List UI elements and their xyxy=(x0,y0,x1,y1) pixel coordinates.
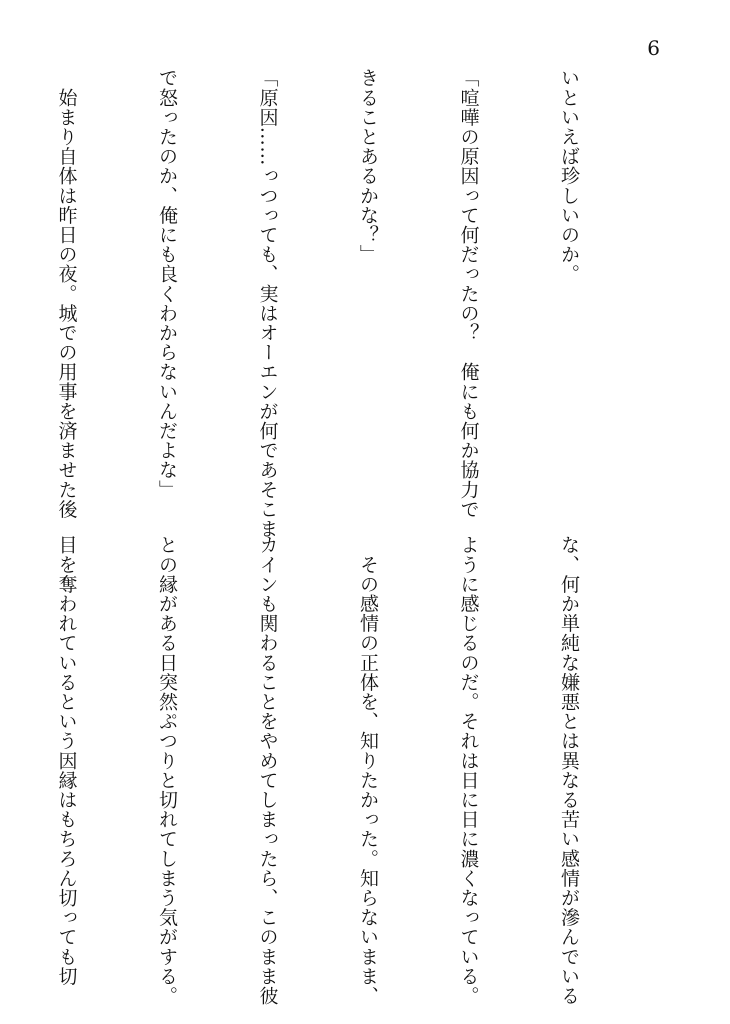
text-line: 始まり自体は昨日の夜。城での用事を済ませた後 xyxy=(55,68,78,519)
text-line: いといえば珍しいのか。 xyxy=(558,68,580,284)
text-line: との縁がある日突然ぷつりと切れてしまう気がする。 xyxy=(156,535,178,1006)
text-line: な、何か単純な嫌悪とは異なる苦い感情が滲んでいる xyxy=(558,535,580,1006)
text-line: きることあるかな？」 xyxy=(357,68,379,264)
text-line: で怒ったのか、俺にも良くわからないんだよな」 xyxy=(156,68,178,500)
text-line: カインも関わることをやめてしまったら、このまま彼 xyxy=(256,535,279,1006)
text-line: ように感じるのだ。それは日に日に濃くなっている。 xyxy=(457,535,480,1006)
page-number: 6 xyxy=(647,36,660,60)
text-line: 「喧嘩の原因って何だったの？ 俺にも何か協力で xyxy=(457,68,480,519)
upper-text-block xyxy=(55,68,652,539)
text-line: その感情の正体を、知りたかった。知らないまま、 xyxy=(357,535,379,1006)
text-line: 「原因……っつっても、実はオーエンが何であそこま xyxy=(256,68,279,539)
text-line: 目を奪われているという因縁はもちろん切っても切 xyxy=(55,535,78,986)
lower-text-block xyxy=(55,535,652,1006)
